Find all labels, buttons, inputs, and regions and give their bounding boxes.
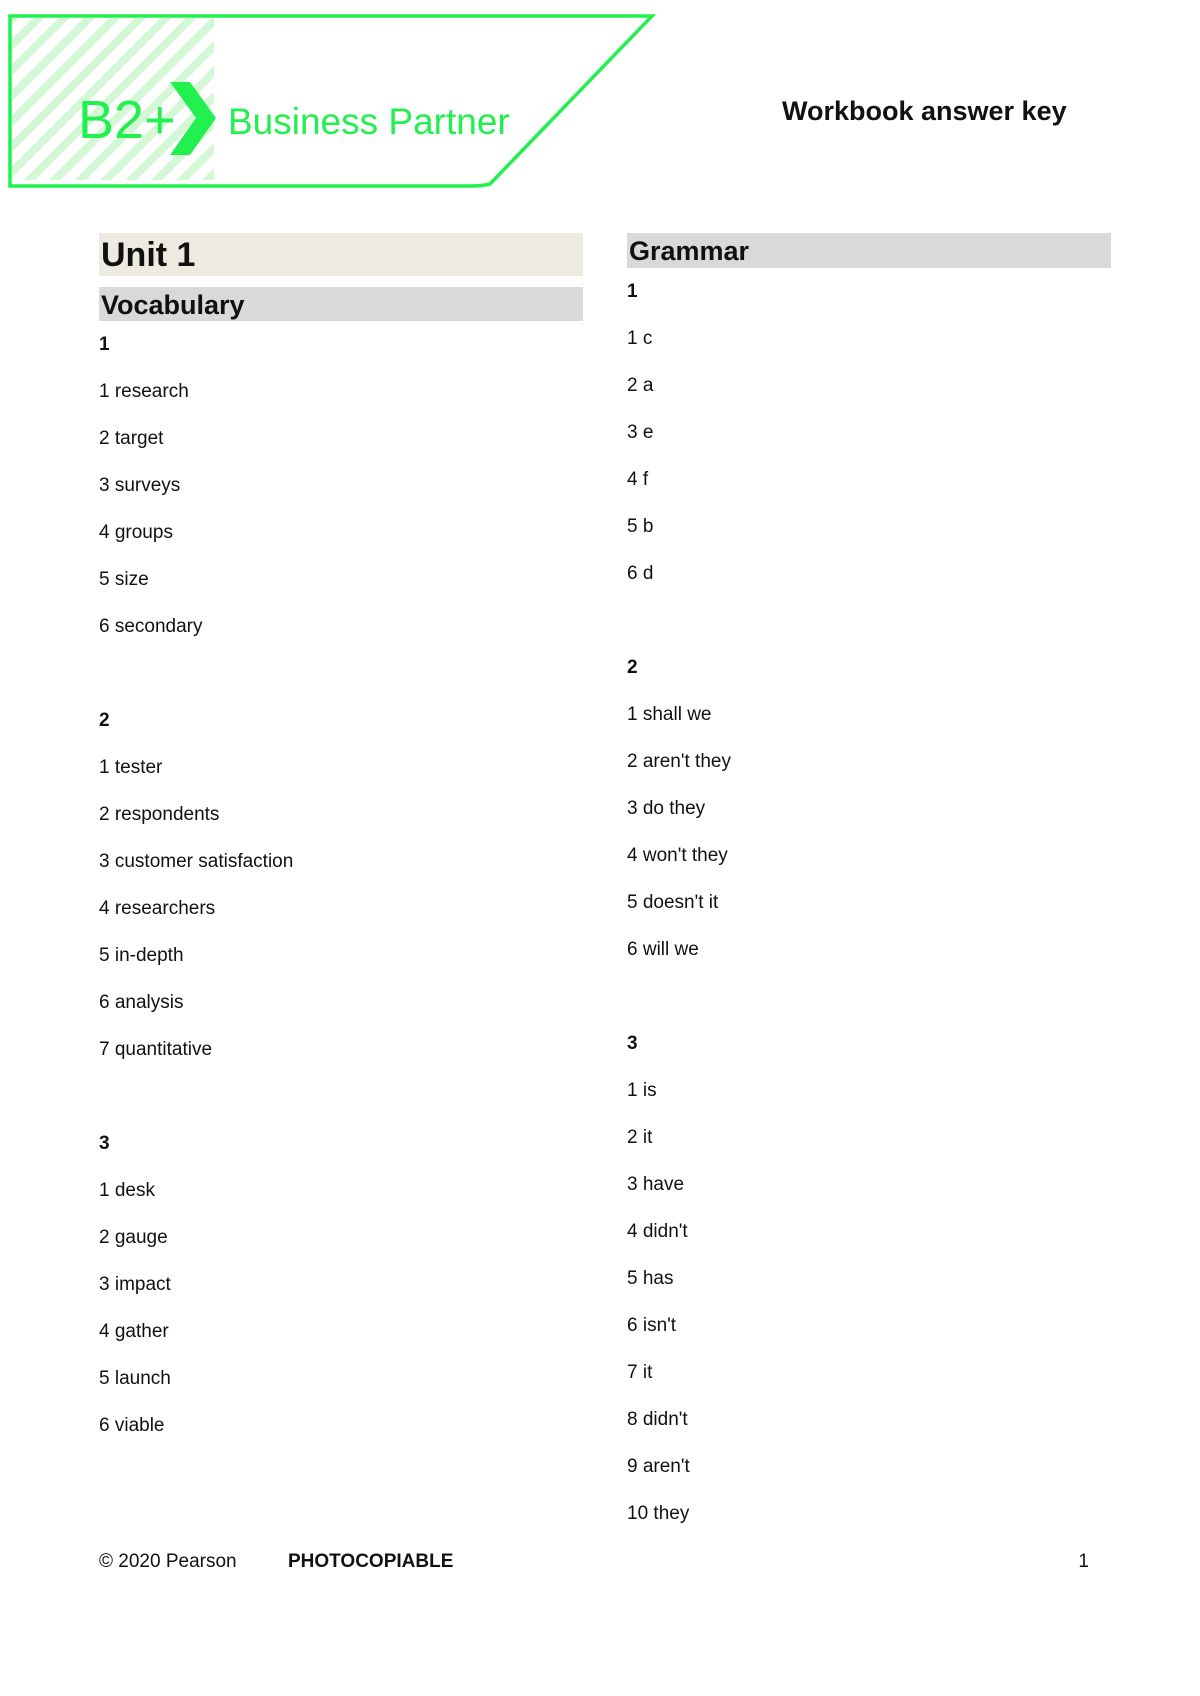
exercise-number: 2 [627, 657, 638, 678]
exercise-number: 2 [99, 710, 110, 731]
answer-item: 8 didn't [627, 1409, 688, 1430]
answer-item: 1 desk [99, 1180, 155, 1201]
business-partner-logo [0, 0, 700, 200]
answer-item: 4 won't they [627, 845, 728, 866]
answer-item: 2 it [627, 1127, 653, 1148]
answer-item: 6 will we [627, 939, 699, 960]
answer-item: 3 e [627, 422, 654, 443]
answer-item: 2 gauge [99, 1227, 168, 1248]
exercise-number: 1 [627, 281, 638, 302]
exercise-block [627, 644, 1111, 1020]
answer-item: 4 researchers [99, 898, 216, 919]
answer-item: 1 is [627, 1080, 657, 1101]
right-column [627, 233, 1111, 1537]
answer-item: 9 aren't [627, 1456, 690, 1477]
answer-item: 5 size [99, 569, 149, 590]
answer-item: 6 viable [99, 1415, 165, 1436]
answer-item: 2 a [627, 375, 654, 396]
exercise-block [99, 1120, 583, 1449]
answer-item: 2 target [99, 428, 164, 449]
answer-item: 6 analysis [99, 992, 184, 1013]
answer-item: 3 impact [99, 1274, 171, 1295]
vocabulary-heading: Vocabulary [99, 287, 583, 321]
grammar-heading: Grammar [627, 233, 1111, 268]
answer-item: 4 f [627, 469, 649, 490]
answer-item: 10 they [627, 1503, 690, 1524]
answer-item: 5 launch [99, 1368, 171, 1389]
answer-item: 1 tester [99, 757, 163, 778]
answer-item: 6 d [627, 563, 654, 584]
answer-item: 1 c [627, 328, 653, 349]
answer-item: 5 has [627, 1268, 674, 1289]
logo-level-text: B2+ [78, 90, 176, 150]
copyright-text: © 2020 Pearson [99, 1551, 237, 1572]
answer-item: 5 b [627, 516, 654, 537]
left-column [99, 233, 583, 1449]
answer-item: 6 secondary [99, 616, 203, 637]
answer-item: 3 have [627, 1174, 685, 1195]
exercise-number: 3 [627, 1033, 638, 1054]
document-title: Workbook answer key [782, 96, 1067, 126]
page-footer [99, 1547, 1089, 1577]
answer-item: 4 groups [99, 522, 173, 543]
exercise-number: 1 [99, 334, 110, 355]
answer-item: 5 doesn't it [627, 892, 719, 913]
answer-item: 3 surveys [99, 475, 181, 496]
answer-item: 3 customer satisfaction [99, 851, 294, 872]
unit-title: Unit 1 [99, 233, 583, 276]
answer-item: 1 shall we [627, 704, 712, 725]
answer-item: 4 gather [99, 1321, 169, 1342]
exercise-block [99, 697, 583, 1120]
answer-item: 3 do they [627, 798, 706, 819]
grammar-exercises [627, 268, 1111, 1537]
answer-item: 5 in-depth [99, 945, 184, 966]
exercise-block [627, 268, 1111, 644]
page-number: 1 [1078, 1551, 1089, 1572]
exercise-block [99, 321, 583, 697]
logo-title-text: Business Partner [228, 101, 510, 142]
answer-item: 7 it [627, 1362, 653, 1383]
answer-item: 2 respondents [99, 804, 220, 825]
exercise-block [627, 1020, 1111, 1537]
answer-item: 4 didn't [627, 1221, 688, 1242]
exercise-number: 3 [99, 1133, 110, 1154]
answer-item: 1 research [99, 381, 189, 402]
photocopiable-label: PHOTOCOPIABLE [288, 1551, 454, 1572]
answer-item: 7 quantitative [99, 1039, 213, 1060]
vocabulary-exercises [99, 321, 583, 1449]
answer-item: 6 isn't [627, 1315, 677, 1336]
answer-item: 2 aren't they [627, 751, 731, 772]
